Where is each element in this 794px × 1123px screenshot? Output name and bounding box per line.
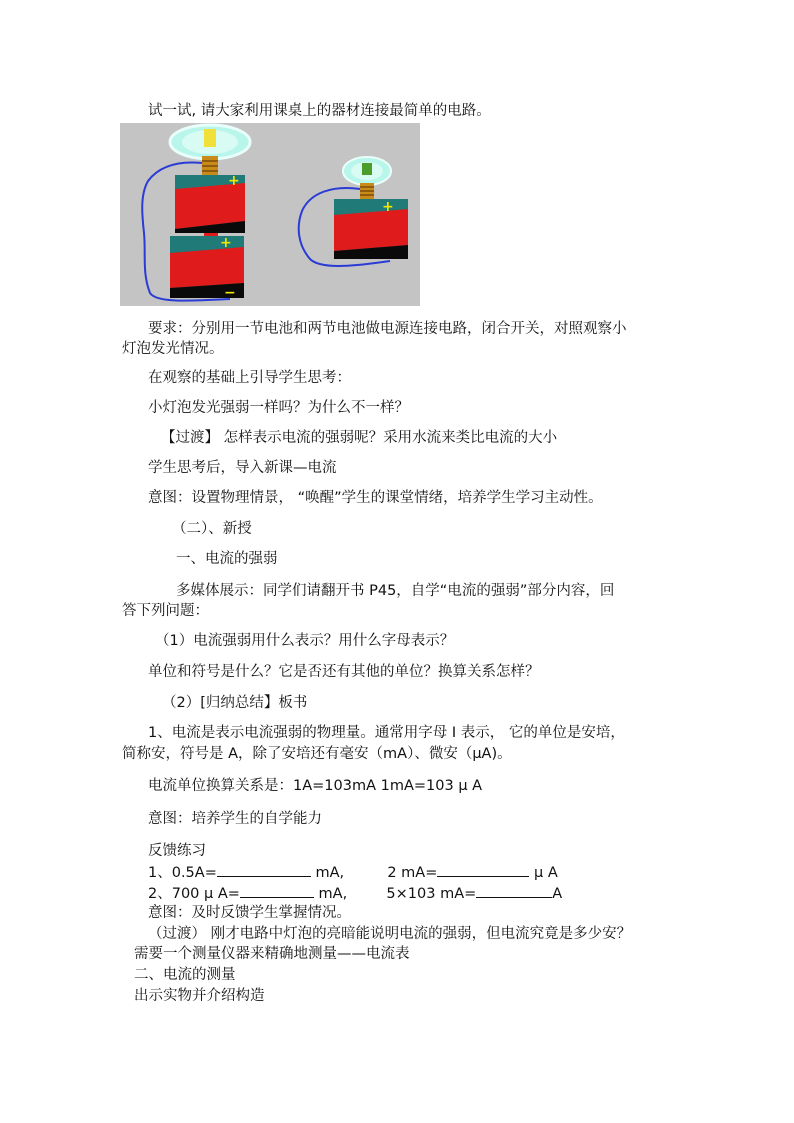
unit-conversion: 电流单位换算关系是：1A=103mA 1mA=103 μ A bbox=[148, 778, 483, 794]
lower-battery-red-band bbox=[170, 247, 244, 288]
guide-text: 在观察的基础上引导学生思考： bbox=[148, 370, 351, 386]
right-bulb-filament bbox=[362, 163, 372, 175]
multimedia-line-2: 答下列问题： bbox=[122, 603, 209, 619]
transition-1-text: 怎样表示电流的强弱呢？采用水流来类比电流的大小 bbox=[223, 430, 558, 446]
definition-line-2: 简称安，符号是 A，除了安培还有毫安（mA）、微安（μA)。 bbox=[122, 746, 512, 762]
exercise-row-1 bbox=[148, 862, 558, 883]
exercise-1a-unit: mA, bbox=[310, 865, 345, 881]
exercise-2a-unit: mA, bbox=[313, 886, 348, 902]
exercise-1a-blank[interactable] bbox=[217, 862, 311, 877]
upper-battery-plus: + bbox=[228, 173, 240, 189]
intro-new-lesson: 学生思考后，导入新课—电流 bbox=[148, 460, 337, 476]
lower-battery-minus: − bbox=[224, 285, 236, 301]
question-2: （2）[归纳总结】板书 bbox=[162, 695, 308, 711]
transition-2: （过渡） 刚才电路中灯泡的亮暗能说明电流的强弱，但电流究竟是多少安？ bbox=[148, 926, 632, 942]
exercise-2b-unit: A bbox=[552, 886, 563, 902]
intent-3: 意图：及时反馈学生掌握情况。 bbox=[148, 905, 351, 921]
exercise-2a-blank[interactable] bbox=[240, 883, 314, 898]
question-1b: 单位和符号是什么？它是否还有其他的单位？换算关系怎样？ bbox=[148, 664, 540, 680]
right-battery-red-band bbox=[334, 209, 408, 251]
upper-battery-red-band bbox=[175, 183, 245, 229]
section-current-strength: 一、电流的强弱 bbox=[176, 551, 278, 567]
requirement-line-1: 要求：分别用一节电池和两节电池做电源连接电路，闭合开关，对照观察小 bbox=[148, 321, 627, 337]
intent-1: 意图：设置物理情景， “唤醒”学生的课堂情绪，培养学生学习主动性。 bbox=[148, 490, 603, 506]
question-text: 小灯泡发光强弱一样吗？为什么不一样？ bbox=[148, 400, 409, 416]
exercise-row-2 bbox=[148, 883, 562, 904]
multimedia-line-1: 多媒体展示：同学们请翻开书 P45，自学“电流的强弱”部分内容，回 bbox=[176, 583, 615, 599]
exercise-2b-blank[interactable] bbox=[476, 883, 552, 898]
need-measuring-instrument: 需要一个测量仪器来精确地测量——电流表 bbox=[134, 946, 410, 962]
section-current-measurement: 二、电流的测量 bbox=[134, 967, 236, 983]
feedback-title: 反馈练习 bbox=[148, 843, 206, 859]
lower-battery-plus: + bbox=[220, 235, 232, 251]
exercise-2b-label: 5×103 mA= bbox=[386, 886, 477, 902]
circuit-figure bbox=[120, 123, 420, 306]
transition-1-label: 【过渡】 bbox=[161, 430, 219, 446]
transition-1 bbox=[161, 428, 557, 448]
exercise-1a-label: 1、0.5A= bbox=[148, 865, 217, 881]
intro-text: 试一试, 请大家利用课桌上的器材连接最简单的电路。 bbox=[148, 103, 491, 119]
exercise-1b-label: 2 mA= bbox=[387, 865, 438, 881]
exercise-1b-unit: μ A bbox=[529, 865, 558, 881]
exercise-1b-blank[interactable] bbox=[437, 862, 529, 877]
left-bulb-filament bbox=[204, 129, 216, 147]
exercise-2a-label: 2、700 μ A= bbox=[148, 886, 240, 902]
show-real-object: 出示实物并介绍构造 bbox=[134, 988, 265, 1004]
requirement-line-2: 灯泡发光情况。 bbox=[122, 341, 224, 357]
definition-line-1: 1、电流是表示电流强弱的物理量。通常用字母 I 表示， 它的单位是安培， bbox=[148, 725, 625, 741]
right-battery-plus: + bbox=[382, 199, 394, 215]
question-1: （1）电流强弱用什么表示？用什么字母表示？ bbox=[155, 633, 455, 649]
section-new-teaching: （二）、新授 bbox=[172, 521, 252, 537]
intent-2: 意图：培养学生的自学能力 bbox=[148, 811, 322, 827]
